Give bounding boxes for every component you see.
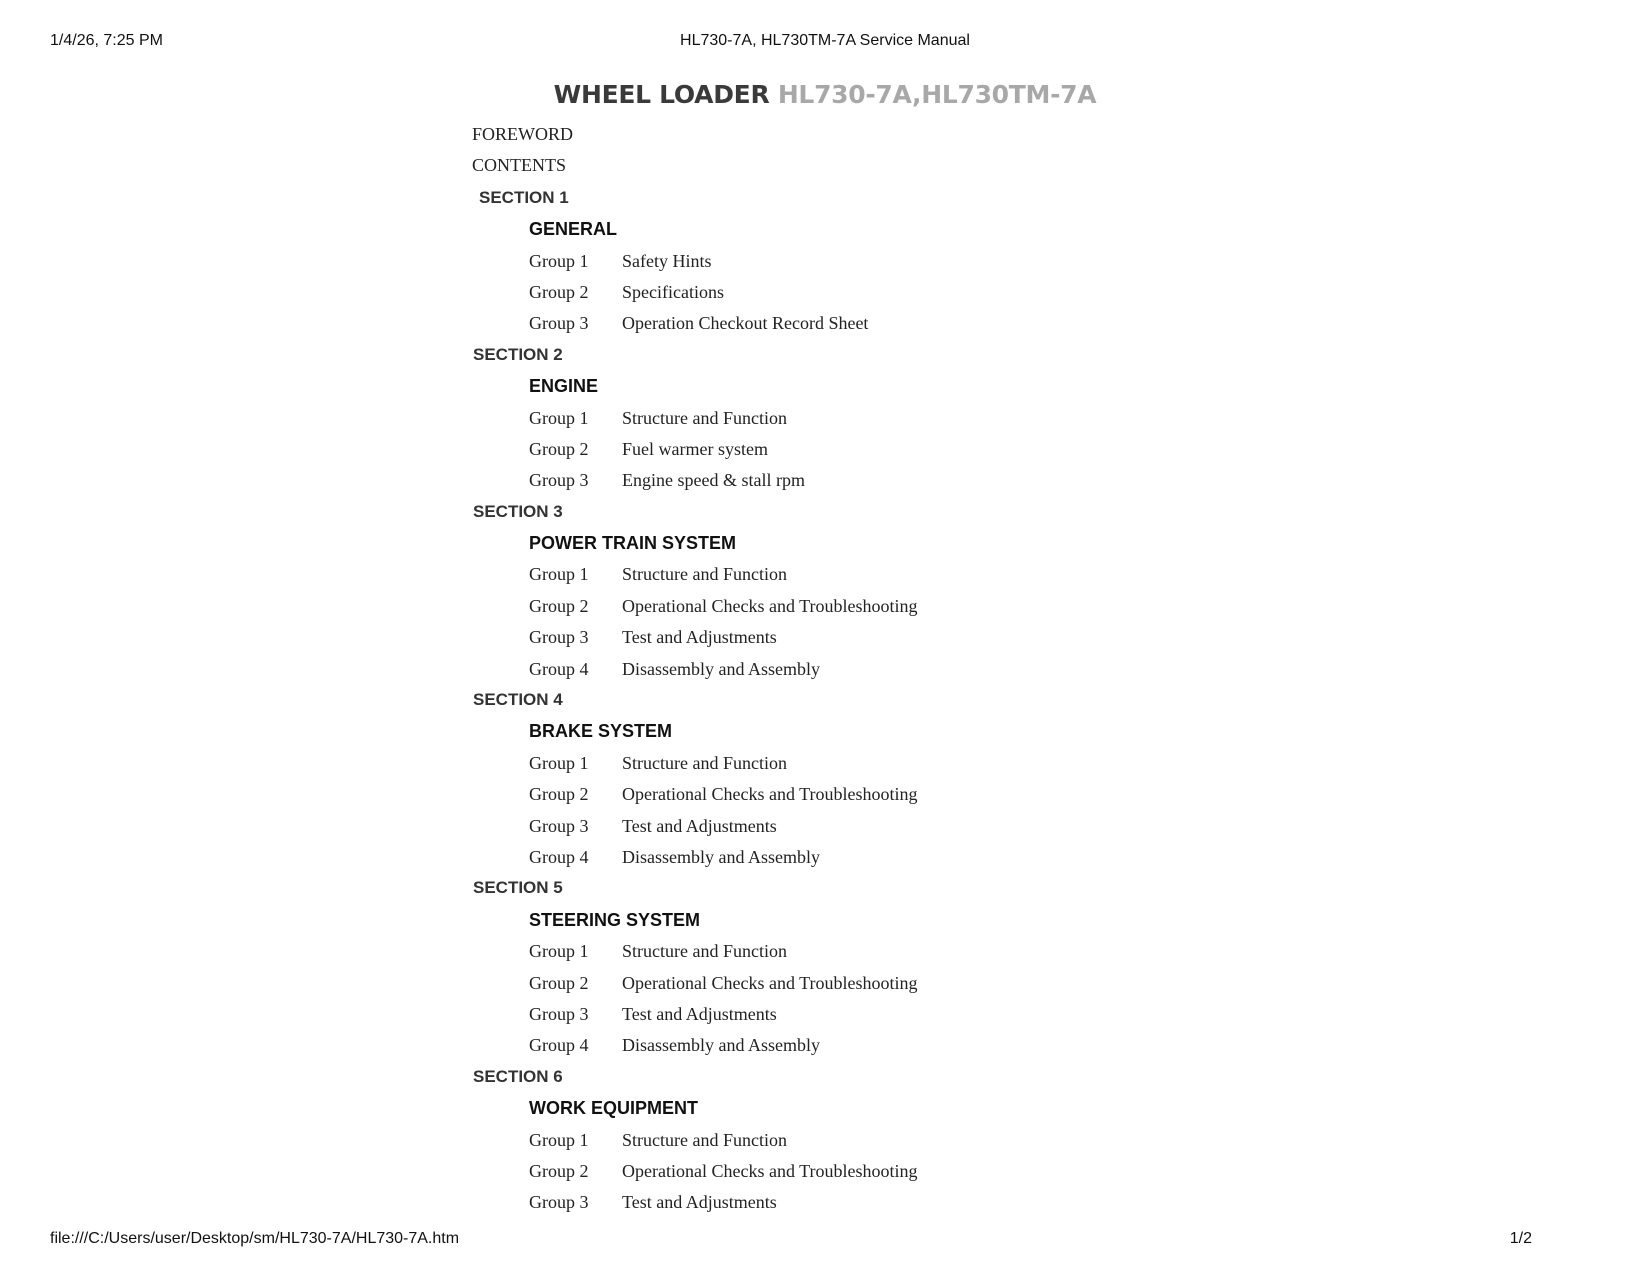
- group-number: Group 1: [529, 752, 589, 773]
- toc-row-section-name: [0, 1094, 1650, 1125]
- group-title-link[interactable]: Engine speed & stall rpm: [622, 470, 805, 491]
- toc-row-section-name: [0, 906, 1650, 937]
- group-title-link[interactable]: Disassembly and Assembly: [622, 1035, 820, 1056]
- group-title-link[interactable]: Structure and Function: [622, 941, 787, 962]
- toc-row-group: [0, 309, 1650, 340]
- toc-row-group: [0, 1000, 1650, 1031]
- group-number: Group 4: [529, 1035, 589, 1056]
- section-label: SECTION 5: [473, 878, 563, 898]
- section-label: SECTION 6: [473, 1066, 563, 1086]
- group-number: Group 1: [529, 941, 589, 962]
- print-datetime: 1/4/26, 7:25 PM: [50, 32, 163, 49]
- toc-row-group: [0, 247, 1650, 278]
- group-number: Group 2: [529, 784, 589, 805]
- document-title-model: HL730-7A,HL730TM-7A: [777, 80, 1097, 109]
- toc-row-section-name: [0, 372, 1650, 403]
- group-title-link[interactable]: Safety Hints: [622, 250, 712, 271]
- toc-row-group: [0, 655, 1650, 686]
- group-number: Group 3: [529, 627, 589, 648]
- toc-row-section: [0, 498, 1650, 529]
- toc-row-group: [0, 560, 1650, 591]
- group-title-link[interactable]: Disassembly and Assembly: [622, 658, 820, 679]
- foreword-link[interactable]: FOREWORD: [472, 124, 574, 144]
- toc-row-group: [0, 937, 1650, 968]
- section-label: SECTION 1: [479, 187, 569, 207]
- toc-row-section: [0, 874, 1650, 905]
- toc-row-group: [0, 969, 1650, 1000]
- group-title-link[interactable]: Operation Checkout Record Sheet: [622, 313, 869, 334]
- group-title-link[interactable]: Operational Checks and Troubleshooting: [622, 595, 918, 616]
- toc-row-group: [0, 435, 1650, 466]
- toc-row-section: [0, 341, 1650, 372]
- group-title-link[interactable]: Fuel warmer system: [622, 438, 768, 459]
- group-title-link[interactable]: Structure and Function: [622, 564, 787, 585]
- toc-row-contents: [0, 152, 1650, 183]
- section-label: SECTION 4: [473, 690, 563, 710]
- print-file-url: file:///C:/Users/user/Desktop/sm/HL730-7A/HL730-7A.htm: [50, 1230, 460, 1247]
- group-title-link[interactable]: Test and Adjustments: [622, 627, 777, 648]
- group-number: Group 2: [529, 972, 589, 993]
- group-title-link[interactable]: Test and Adjustments: [622, 1003, 777, 1024]
- group-number: Group 2: [529, 595, 589, 616]
- print-header: [0, 32, 1650, 56]
- group-title-link[interactable]: Specifications: [622, 281, 724, 302]
- section-name-link[interactable]: WORK EQUIPMENT: [529, 1098, 698, 1119]
- group-number: Group 4: [529, 658, 589, 679]
- contents-link[interactable]: CONTENTS: [472, 155, 566, 176]
- toc-row-group: [0, 1126, 1650, 1157]
- section-name-link[interactable]: BRAKE SYSTEM: [529, 721, 673, 742]
- section-name-link[interactable]: GENERAL: [529, 219, 618, 240]
- group-number: Group 4: [529, 846, 589, 867]
- toc-row-group: [0, 780, 1650, 811]
- group-title-link[interactable]: Test and Adjustments: [622, 815, 777, 836]
- section-label: SECTION 2: [473, 344, 563, 364]
- toc-row-group: [0, 1157, 1650, 1188]
- toc-row-group: [0, 1188, 1650, 1219]
- document-title: [0, 80, 1650, 109]
- group-number: Group 1: [529, 1129, 589, 1150]
- group-title-link[interactable]: Structure and Function: [622, 1129, 787, 1150]
- group-number: Group 3: [529, 1192, 589, 1213]
- toc-row-section-name: [0, 529, 1650, 560]
- group-number: Group 1: [529, 250, 589, 271]
- group-title-link[interactable]: Operational Checks and Troubleshooting: [622, 784, 918, 805]
- toc-row-section-name: [0, 717, 1650, 748]
- group-title-link[interactable]: Operational Checks and Troubleshooting: [622, 972, 918, 993]
- document-title-main: WHEEL LOADER: [553, 80, 778, 109]
- group-number: Group 3: [529, 1003, 589, 1024]
- section-label: SECTION 3: [473, 501, 563, 521]
- toc-row-foreword: [0, 121, 1650, 152]
- group-title-link[interactable]: Test and Adjustments: [622, 1192, 777, 1213]
- toc-row-group: [0, 278, 1650, 309]
- group-number: Group 3: [529, 313, 589, 334]
- group-number: Group 2: [529, 1160, 589, 1181]
- toc-row-section-name: [0, 215, 1650, 246]
- toc-row-group: [0, 466, 1650, 497]
- toc-row-section: [0, 686, 1650, 717]
- toc-row-group: [0, 1031, 1650, 1062]
- group-title-link[interactable]: Structure and Function: [622, 407, 787, 428]
- section-name-link[interactable]: POWER TRAIN SYSTEM: [529, 533, 737, 554]
- toc-row-group: [0, 749, 1650, 780]
- toc-row-group: [0, 404, 1650, 435]
- section-name-link[interactable]: STEERING SYSTEM: [529, 909, 701, 930]
- toc-row-group: [0, 592, 1650, 623]
- print-page-number: 1/2: [1509, 1230, 1532, 1247]
- toc-row-section: [0, 1063, 1650, 1094]
- group-number: Group 1: [529, 407, 589, 428]
- toc-row-group: [0, 812, 1650, 843]
- group-number: Group 3: [529, 815, 589, 836]
- group-number: Group 1: [529, 564, 589, 585]
- section-name-link[interactable]: ENGINE: [529, 376, 599, 397]
- print-footer: [0, 1230, 1650, 1254]
- table-of-contents: [0, 121, 1650, 1220]
- group-title-link[interactable]: Operational Checks and Troubleshooting: [622, 1160, 918, 1181]
- toc-row-section: [0, 184, 1650, 215]
- group-title-link[interactable]: Disassembly and Assembly: [622, 846, 820, 867]
- toc-row-group: [0, 623, 1650, 654]
- print-page-title: HL730-7A, HL730TM-7A Service Manual: [680, 32, 970, 49]
- toc-row-group: [0, 843, 1650, 874]
- group-number: Group 3: [529, 470, 589, 491]
- group-number: Group 2: [529, 281, 589, 302]
- group-title-link[interactable]: Structure and Function: [622, 752, 787, 773]
- group-number: Group 2: [529, 438, 589, 459]
